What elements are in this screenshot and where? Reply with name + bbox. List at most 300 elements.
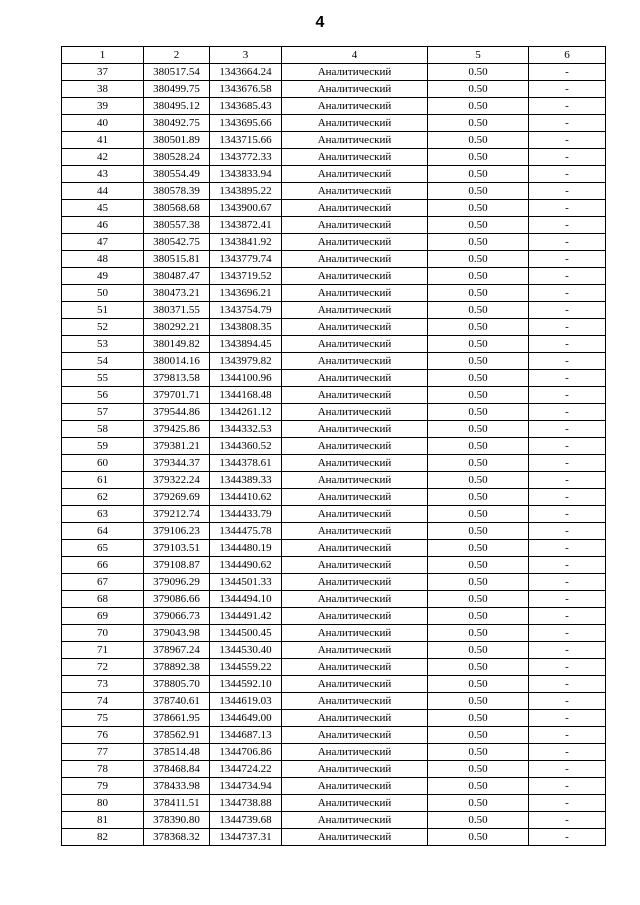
- table-row: [62, 523, 606, 540]
- accuracy-cell: 0.50: [428, 693, 529, 710]
- x-coordinate-cell: 380149.82: [144, 336, 210, 353]
- note-cell: -: [529, 336, 606, 353]
- accuracy-cell: 0.50: [428, 353, 529, 370]
- point-number-cell: 71: [62, 642, 144, 659]
- note-cell: -: [529, 642, 606, 659]
- note-cell: -: [529, 625, 606, 642]
- x-coordinate-cell: 379096.29: [144, 574, 210, 591]
- y-coordinate-cell: 1344389.33: [210, 472, 282, 489]
- y-coordinate-cell: 1344332.53: [210, 421, 282, 438]
- method-cell: Аналитический: [282, 370, 428, 387]
- y-coordinate-cell: 1343894.45: [210, 336, 282, 353]
- point-number-cell: 51: [62, 302, 144, 319]
- method-cell: Аналитический: [282, 404, 428, 421]
- note-cell: -: [529, 812, 606, 829]
- method-cell: Аналитический: [282, 455, 428, 472]
- y-coordinate-cell: 1343719.52: [210, 268, 282, 285]
- note-cell: -: [529, 268, 606, 285]
- point-number-cell: 41: [62, 132, 144, 149]
- method-cell: Аналитический: [282, 761, 428, 778]
- point-number-cell: 77: [62, 744, 144, 761]
- point-number-cell: 69: [62, 608, 144, 625]
- y-coordinate-cell: 1343754.79: [210, 302, 282, 319]
- y-coordinate-cell: 1344687.13: [210, 727, 282, 744]
- point-number-cell: 81: [62, 812, 144, 829]
- note-cell: -: [529, 557, 606, 574]
- y-coordinate-cell: 1343979.82: [210, 353, 282, 370]
- y-coordinate-cell: 1344501.33: [210, 574, 282, 591]
- table-row: [62, 676, 606, 693]
- point-number-cell: 80: [62, 795, 144, 812]
- accuracy-cell: 0.50: [428, 676, 529, 693]
- accuracy-cell: 0.50: [428, 438, 529, 455]
- note-cell: -: [529, 438, 606, 455]
- table-row: [62, 387, 606, 404]
- method-cell: Аналитический: [282, 693, 428, 710]
- y-coordinate-cell: 1343872.41: [210, 217, 282, 234]
- x-coordinate-cell: 379544.86: [144, 404, 210, 421]
- method-cell: Аналитический: [282, 829, 428, 846]
- method-cell: Аналитический: [282, 132, 428, 149]
- accuracy-cell: 0.50: [428, 132, 529, 149]
- x-coordinate-cell: 380515.81: [144, 251, 210, 268]
- point-number-cell: 74: [62, 693, 144, 710]
- table-row: [62, 608, 606, 625]
- table-row: [62, 489, 606, 506]
- x-coordinate-cell: 380501.89: [144, 132, 210, 149]
- table-body: [62, 64, 606, 846]
- x-coordinate-cell: 379106.23: [144, 523, 210, 540]
- point-number-cell: 67: [62, 574, 144, 591]
- point-number-cell: 64: [62, 523, 144, 540]
- table-row: [62, 693, 606, 710]
- table-row: [62, 302, 606, 319]
- point-number-cell: 59: [62, 438, 144, 455]
- point-number-cell: 63: [62, 506, 144, 523]
- method-cell: Аналитический: [282, 489, 428, 506]
- point-number-cell: 47: [62, 234, 144, 251]
- table-row: [62, 795, 606, 812]
- point-number-cell: 66: [62, 557, 144, 574]
- accuracy-cell: 0.50: [428, 625, 529, 642]
- table-row: [62, 149, 606, 166]
- table-row: [62, 115, 606, 132]
- method-cell: Аналитический: [282, 353, 428, 370]
- y-coordinate-cell: 1343895.22: [210, 183, 282, 200]
- y-coordinate-cell: 1343808.35: [210, 319, 282, 336]
- point-number-cell: 43: [62, 166, 144, 183]
- y-coordinate-cell: 1344724.22: [210, 761, 282, 778]
- method-cell: Аналитический: [282, 591, 428, 608]
- x-coordinate-cell: 380528.24: [144, 149, 210, 166]
- point-number-cell: 61: [62, 472, 144, 489]
- x-coordinate-cell: 380371.55: [144, 302, 210, 319]
- accuracy-cell: 0.50: [428, 319, 529, 336]
- x-coordinate-cell: 379103.51: [144, 540, 210, 557]
- point-number-cell: 68: [62, 591, 144, 608]
- point-number-cell: 70: [62, 625, 144, 642]
- table-row: [62, 761, 606, 778]
- x-coordinate-cell: 380568.68: [144, 200, 210, 217]
- note-cell: -: [529, 285, 606, 302]
- y-coordinate-cell: 1344491.42: [210, 608, 282, 625]
- y-coordinate-cell: 1344739.68: [210, 812, 282, 829]
- table-row: [62, 234, 606, 251]
- note-cell: -: [529, 659, 606, 676]
- table-row: [62, 455, 606, 472]
- accuracy-cell: 0.50: [428, 268, 529, 285]
- note-cell: -: [529, 761, 606, 778]
- table-row: [62, 472, 606, 489]
- x-coordinate-cell: 380499.75: [144, 81, 210, 98]
- method-cell: Аналитический: [282, 234, 428, 251]
- x-coordinate-cell: 380487.47: [144, 268, 210, 285]
- table-row: [62, 591, 606, 608]
- y-coordinate-cell: 1344737.31: [210, 829, 282, 846]
- table-row: [62, 285, 606, 302]
- y-coordinate-cell: 1344490.62: [210, 557, 282, 574]
- method-cell: Аналитический: [282, 115, 428, 132]
- point-number-cell: 49: [62, 268, 144, 285]
- table-row: [62, 404, 606, 421]
- accuracy-cell: 0.50: [428, 234, 529, 251]
- note-cell: -: [529, 472, 606, 489]
- note-cell: -: [529, 608, 606, 625]
- table-row: [62, 659, 606, 676]
- accuracy-cell: 0.50: [428, 302, 529, 319]
- accuracy-cell: 0.50: [428, 472, 529, 489]
- x-coordinate-cell: 379066.73: [144, 608, 210, 625]
- y-coordinate-cell: 1344619.03: [210, 693, 282, 710]
- y-coordinate-cell: 1343772.33: [210, 149, 282, 166]
- method-cell: Аналитический: [282, 217, 428, 234]
- y-coordinate-cell: 1344475.78: [210, 523, 282, 540]
- point-number-cell: 55: [62, 370, 144, 387]
- table-row: [62, 540, 606, 557]
- accuracy-cell: 0.50: [428, 795, 529, 812]
- method-cell: Аналитический: [282, 336, 428, 353]
- accuracy-cell: 0.50: [428, 523, 529, 540]
- table-row: [62, 642, 606, 659]
- accuracy-cell: 0.50: [428, 591, 529, 608]
- method-cell: Аналитический: [282, 557, 428, 574]
- point-number-cell: 65: [62, 540, 144, 557]
- point-number-cell: 39: [62, 98, 144, 115]
- note-cell: -: [529, 200, 606, 217]
- y-coordinate-cell: 1343696.21: [210, 285, 282, 302]
- method-cell: Аналитический: [282, 472, 428, 489]
- table-row: [62, 319, 606, 336]
- method-cell: Аналитический: [282, 81, 428, 98]
- method-cell: Аналитический: [282, 251, 428, 268]
- point-number-cell: 37: [62, 64, 144, 81]
- table-row: [62, 574, 606, 591]
- x-coordinate-cell: 380557.38: [144, 217, 210, 234]
- y-coordinate-cell: 1344706.86: [210, 744, 282, 761]
- x-coordinate-cell: 380542.75: [144, 234, 210, 251]
- note-cell: -: [529, 319, 606, 336]
- accuracy-cell: 0.50: [428, 659, 529, 676]
- y-coordinate-cell: 1343833.94: [210, 166, 282, 183]
- point-number-cell: 73: [62, 676, 144, 693]
- accuracy-cell: 0.50: [428, 829, 529, 846]
- x-coordinate-cell: 379813.58: [144, 370, 210, 387]
- table-row: [62, 812, 606, 829]
- accuracy-cell: 0.50: [428, 727, 529, 744]
- method-cell: Аналитический: [282, 302, 428, 319]
- y-coordinate-cell: 1344100.96: [210, 370, 282, 387]
- accuracy-cell: 0.50: [428, 115, 529, 132]
- x-coordinate-cell: 378661.95: [144, 710, 210, 727]
- table-row: [62, 727, 606, 744]
- column-header: 5: [428, 47, 529, 64]
- note-cell: -: [529, 166, 606, 183]
- point-number-cell: 60: [62, 455, 144, 472]
- point-number-cell: 53: [62, 336, 144, 353]
- column-header: 6: [529, 47, 606, 64]
- note-cell: -: [529, 744, 606, 761]
- note-cell: -: [529, 540, 606, 557]
- note-cell: -: [529, 829, 606, 846]
- method-cell: Аналитический: [282, 795, 428, 812]
- method-cell: Аналитический: [282, 200, 428, 217]
- note-cell: -: [529, 234, 606, 251]
- point-number-cell: 42: [62, 149, 144, 166]
- y-coordinate-cell: 1344738.88: [210, 795, 282, 812]
- table-row: [62, 98, 606, 115]
- point-number-cell: 45: [62, 200, 144, 217]
- y-coordinate-cell: 1343685.43: [210, 98, 282, 115]
- note-cell: -: [529, 489, 606, 506]
- accuracy-cell: 0.50: [428, 778, 529, 795]
- table-row: [62, 710, 606, 727]
- accuracy-cell: 0.50: [428, 183, 529, 200]
- method-cell: Аналитический: [282, 285, 428, 302]
- note-cell: -: [529, 217, 606, 234]
- method-cell: Аналитический: [282, 812, 428, 829]
- y-coordinate-cell: 1344592.10: [210, 676, 282, 693]
- point-number-cell: 82: [62, 829, 144, 846]
- note-cell: -: [529, 506, 606, 523]
- accuracy-cell: 0.50: [428, 81, 529, 98]
- accuracy-cell: 0.50: [428, 744, 529, 761]
- accuracy-cell: 0.50: [428, 200, 529, 217]
- accuracy-cell: 0.50: [428, 285, 529, 302]
- x-coordinate-cell: 379425.86: [144, 421, 210, 438]
- accuracy-cell: 0.50: [428, 557, 529, 574]
- x-coordinate-cell: 378468.84: [144, 761, 210, 778]
- column-header: 1: [62, 47, 144, 64]
- method-cell: Аналитический: [282, 727, 428, 744]
- x-coordinate-cell: 380492.75: [144, 115, 210, 132]
- accuracy-cell: 0.50: [428, 370, 529, 387]
- point-number-cell: 56: [62, 387, 144, 404]
- x-coordinate-cell: 379344.37: [144, 455, 210, 472]
- accuracy-cell: 0.50: [428, 455, 529, 472]
- x-coordinate-cell: 379322.24: [144, 472, 210, 489]
- method-cell: Аналитический: [282, 319, 428, 336]
- accuracy-cell: 0.50: [428, 489, 529, 506]
- note-cell: -: [529, 64, 606, 81]
- table-row: [62, 166, 606, 183]
- note-cell: -: [529, 251, 606, 268]
- table-row: [62, 438, 606, 455]
- point-number-cell: 38: [62, 81, 144, 98]
- x-coordinate-cell: 378433.98: [144, 778, 210, 795]
- point-number-cell: 58: [62, 421, 144, 438]
- method-cell: Аналитический: [282, 523, 428, 540]
- x-coordinate-cell: 379269.69: [144, 489, 210, 506]
- table-row: [62, 132, 606, 149]
- table-row: [62, 268, 606, 285]
- table-row: [62, 183, 606, 200]
- accuracy-cell: 0.50: [428, 642, 529, 659]
- method-cell: Аналитический: [282, 574, 428, 591]
- y-coordinate-cell: 1344500.45: [210, 625, 282, 642]
- method-cell: Аналитический: [282, 506, 428, 523]
- y-coordinate-cell: 1344494.10: [210, 591, 282, 608]
- x-coordinate-cell: 380495.12: [144, 98, 210, 115]
- table-row: [62, 829, 606, 846]
- table-row: [62, 81, 606, 98]
- note-cell: -: [529, 795, 606, 812]
- x-coordinate-cell: 380517.54: [144, 64, 210, 81]
- note-cell: -: [529, 727, 606, 744]
- point-number-cell: 57: [62, 404, 144, 421]
- method-cell: Аналитический: [282, 387, 428, 404]
- y-coordinate-cell: 1344734.94: [210, 778, 282, 795]
- method-cell: Аналитический: [282, 540, 428, 557]
- x-coordinate-cell: 378411.51: [144, 795, 210, 812]
- note-cell: -: [529, 710, 606, 727]
- note-cell: -: [529, 302, 606, 319]
- x-coordinate-cell: 378562.91: [144, 727, 210, 744]
- accuracy-cell: 0.50: [428, 710, 529, 727]
- y-coordinate-cell: 1344378.61: [210, 455, 282, 472]
- method-cell: Аналитический: [282, 438, 428, 455]
- note-cell: -: [529, 149, 606, 166]
- table-row: [62, 370, 606, 387]
- x-coordinate-cell: 379086.66: [144, 591, 210, 608]
- y-coordinate-cell: 1344168.48: [210, 387, 282, 404]
- method-cell: Аналитический: [282, 608, 428, 625]
- x-coordinate-cell: 379212.74: [144, 506, 210, 523]
- x-coordinate-cell: 379043.98: [144, 625, 210, 642]
- y-coordinate-cell: 1344530.40: [210, 642, 282, 659]
- point-number-cell: 54: [62, 353, 144, 370]
- accuracy-cell: 0.50: [428, 166, 529, 183]
- method-cell: Аналитический: [282, 64, 428, 81]
- x-coordinate-cell: 380578.39: [144, 183, 210, 200]
- x-coordinate-cell: 378390.80: [144, 812, 210, 829]
- method-cell: Аналитический: [282, 659, 428, 676]
- method-cell: Аналитический: [282, 676, 428, 693]
- accuracy-cell: 0.50: [428, 574, 529, 591]
- coordinates-table: [61, 46, 606, 846]
- accuracy-cell: 0.50: [428, 608, 529, 625]
- method-cell: Аналитический: [282, 642, 428, 659]
- method-cell: Аналитический: [282, 710, 428, 727]
- method-cell: Аналитический: [282, 421, 428, 438]
- point-number-cell: 72: [62, 659, 144, 676]
- accuracy-cell: 0.50: [428, 404, 529, 421]
- method-cell: Аналитический: [282, 166, 428, 183]
- note-cell: -: [529, 183, 606, 200]
- x-coordinate-cell: 378514.48: [144, 744, 210, 761]
- method-cell: Аналитический: [282, 149, 428, 166]
- note-cell: -: [529, 353, 606, 370]
- x-coordinate-cell: 378967.24: [144, 642, 210, 659]
- point-number-cell: 46: [62, 217, 144, 234]
- y-coordinate-cell: 1344480.19: [210, 540, 282, 557]
- y-coordinate-cell: 1343779.74: [210, 251, 282, 268]
- x-coordinate-cell: 380554.49: [144, 166, 210, 183]
- x-coordinate-cell: 380292.21: [144, 319, 210, 336]
- y-coordinate-cell: 1344360.52: [210, 438, 282, 455]
- page-number: 4: [315, 14, 325, 31]
- point-number-cell: 76: [62, 727, 144, 744]
- y-coordinate-cell: 1344559.22: [210, 659, 282, 676]
- note-cell: -: [529, 574, 606, 591]
- accuracy-cell: 0.50: [428, 812, 529, 829]
- accuracy-cell: 0.50: [428, 64, 529, 81]
- point-number-cell: 48: [62, 251, 144, 268]
- point-number-cell: 78: [62, 761, 144, 778]
- table-row: [62, 625, 606, 642]
- x-coordinate-cell: 379108.87: [144, 557, 210, 574]
- y-coordinate-cell: 1343841.92: [210, 234, 282, 251]
- note-cell: -: [529, 132, 606, 149]
- note-cell: -: [529, 115, 606, 132]
- y-coordinate-cell: 1343900.67: [210, 200, 282, 217]
- x-coordinate-cell: 379381.21: [144, 438, 210, 455]
- method-cell: Аналитический: [282, 625, 428, 642]
- point-number-cell: 40: [62, 115, 144, 132]
- table-row: [62, 353, 606, 370]
- accuracy-cell: 0.50: [428, 387, 529, 404]
- point-number-cell: 75: [62, 710, 144, 727]
- note-cell: -: [529, 676, 606, 693]
- method-cell: Аналитический: [282, 778, 428, 795]
- x-coordinate-cell: 380014.16: [144, 353, 210, 370]
- table-header-row: [62, 47, 606, 64]
- point-number-cell: 62: [62, 489, 144, 506]
- point-number-cell: 79: [62, 778, 144, 795]
- table-row: [62, 64, 606, 81]
- accuracy-cell: 0.50: [428, 149, 529, 166]
- note-cell: -: [529, 421, 606, 438]
- column-header: 2: [144, 47, 210, 64]
- note-cell: -: [529, 81, 606, 98]
- note-cell: -: [529, 370, 606, 387]
- y-coordinate-cell: 1343676.58: [210, 81, 282, 98]
- point-number-cell: 52: [62, 319, 144, 336]
- accuracy-cell: 0.50: [428, 251, 529, 268]
- table-row: [62, 744, 606, 761]
- note-cell: -: [529, 778, 606, 795]
- table-row: [62, 506, 606, 523]
- table-row: [62, 200, 606, 217]
- x-coordinate-cell: 378368.32: [144, 829, 210, 846]
- accuracy-cell: 0.50: [428, 421, 529, 438]
- y-coordinate-cell: 1344410.62: [210, 489, 282, 506]
- x-coordinate-cell: 378805.70: [144, 676, 210, 693]
- note-cell: -: [529, 455, 606, 472]
- accuracy-cell: 0.50: [428, 336, 529, 353]
- y-coordinate-cell: 1343715.66: [210, 132, 282, 149]
- point-number-cell: 44: [62, 183, 144, 200]
- accuracy-cell: 0.50: [428, 98, 529, 115]
